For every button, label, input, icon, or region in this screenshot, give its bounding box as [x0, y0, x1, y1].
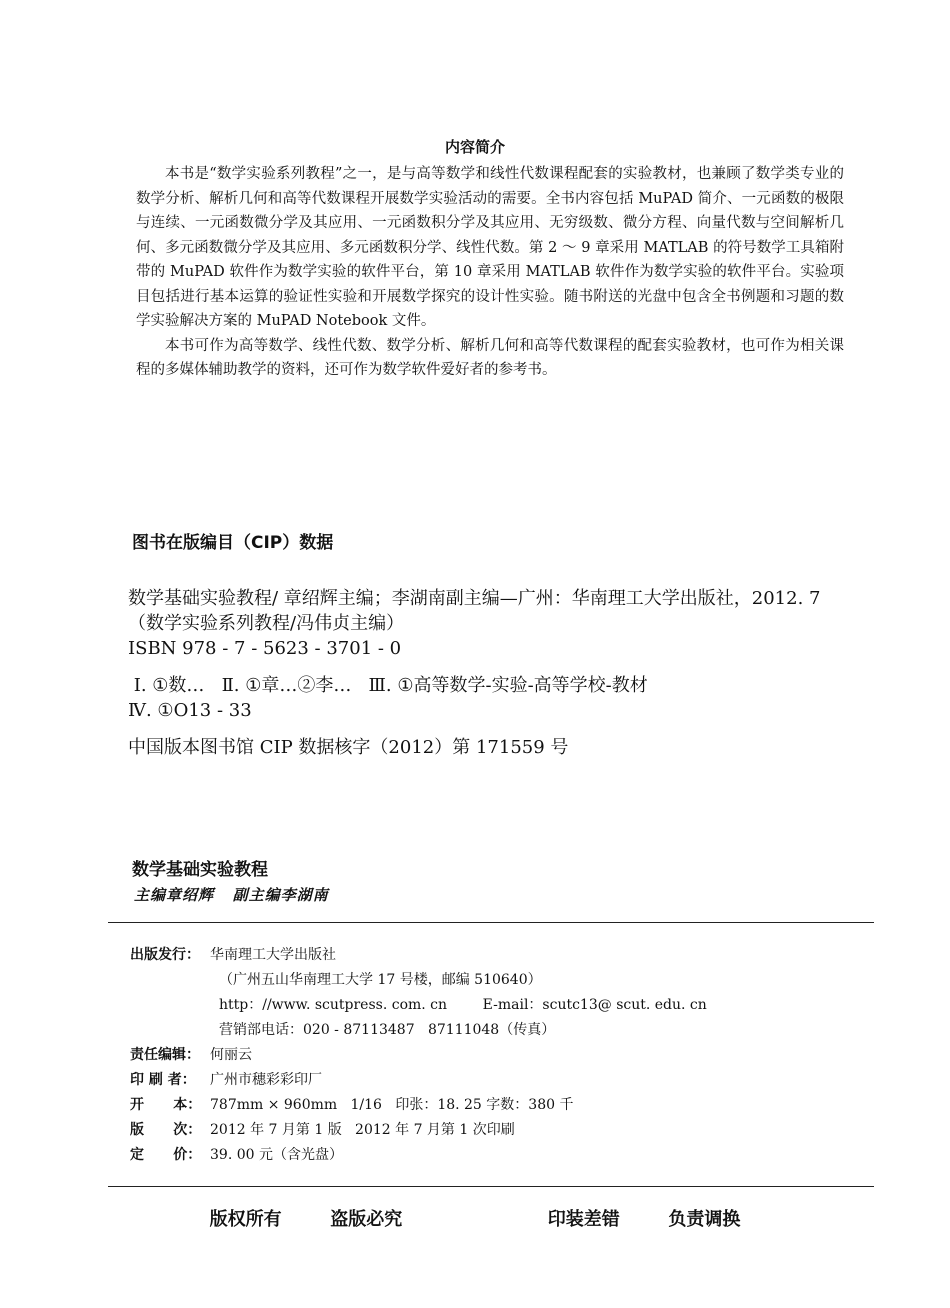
phone-row — [130, 1019, 850, 1044]
edition-label: 版 次： — [130, 1122, 202, 1138]
cip-subjects-line-2: Ⅳ. ①O13 - 33 — [128, 700, 252, 721]
edition-value: 2012 年 7 月第 1 版 2012 年 7 月第 1 次印刷 — [210, 1122, 515, 1138]
cip-heading: 图书在版编目（CIP）数据 — [132, 533, 334, 553]
summary-paragraph-2: 本书可作为高等数学、线性代数、数学分析、解析几何和高等代数课程的配套实验教材，也可作为相关课程的多媒体辅助教学的资料，还可作为数学软件爱好者的参考书。 — [136, 337, 844, 378]
cip-isbn: ISBN 978 - 7 - 5623 - 3701 - 0 — [128, 638, 402, 659]
summary-text — [136, 162, 844, 383]
price-row — [130, 1144, 850, 1169]
address-row — [130, 969, 850, 994]
printer-value: 广州市穗彩彩印厂 — [210, 1072, 322, 1088]
cip-subjects-line-1: Ⅰ. ①数… Ⅱ. ①章…②李… Ⅲ. ①高等数学-实验-高等学校-教材 — [128, 675, 648, 696]
format-row — [130, 1094, 850, 1119]
format-label: 开 本： — [130, 1097, 202, 1113]
web-row — [130, 994, 850, 1019]
cip-series: （数学实验系列教程/冯伟贞主编） — [128, 613, 405, 634]
publisher-web-email: http：//www. scutpress. com. cn E-mail：scutc13@ scut. edu. cn — [219, 997, 707, 1013]
book-editors: 主编章绍辉 副主编李湖南 — [134, 886, 329, 904]
top-divider — [108, 922, 874, 923]
book-title: 数学基础实验教程 — [132, 860, 268, 880]
publisher-value: 华南理工大学出版社 — [210, 947, 336, 963]
publisher-label: 出版发行： — [130, 947, 200, 963]
price-label: 定 价： — [130, 1147, 202, 1163]
price-value: 39. 00 元（含光盘） — [210, 1147, 343, 1163]
edition-row — [130, 1119, 850, 1144]
editor-value: 何丽云 — [210, 1047, 252, 1063]
publisher-phone: 营销部电话：020 - 87113487 87111048（传真） — [219, 1022, 556, 1038]
publisher-address: （广州五山华南理工大学 17 号楼，邮编 510640） — [219, 972, 542, 988]
summary-title: 内容简介 — [444, 138, 505, 156]
editor-row — [130, 1044, 850, 1069]
cip-record — [128, 586, 876, 760]
publisher-row — [130, 944, 850, 969]
editor-label: 责任编辑： — [130, 1047, 200, 1063]
bottom-divider — [108, 1186, 874, 1187]
summary-paragraph-1: 本书是“数学实验系列教程”之一，是与高等数学和线性代数课程配套的实验教材，也兼顾了数学类专业的数学分析、解析几何和高等代数课程开展数学实验活动的需要。全书内容包括 MuPAD 简介、一元函数的极限与连续、一元函数微分学及其应用、一元函数积分学及其应用、无穷级数、微分方程、向量代数与空间解析几何、多元函数微分学及其应用、多元函数积分学、线性代数。第 2 ～ 9 章采用 MATLAB 的符号数学工具箱附带的 MuPAD 软件作为数学实验的软件平台，第 10 章采用 MATLAB 软件作为数学实验的软件平台。实验项目包括进行基本运算的验证性实验和开展数学探究的设计性实验。随书附送的光盘中包含全书例题和习题的数学实验解决方案的 MuPAD Notebook 文件。 — [136, 166, 844, 329]
cip-approval-number: 中国版本图书馆 CIP 数据核字（2012）第 171559 号 — [128, 737, 569, 758]
publication-info — [130, 944, 850, 1169]
cip-entry: 数学基础实验教程/ 章绍辉主编；李湖南副主编—广州：华南理工大学出版社，2012. 7 — [128, 588, 821, 609]
printer-row — [130, 1069, 850, 1094]
printer-label: 印 刷 者： — [130, 1072, 196, 1088]
copyright-notice: 版权所有 盗版必究 印装差错 负责调换 — [209, 1209, 741, 1230]
format-value: 787mm × 960mm 1/16 印张：18. 25 字数：380 千 — [210, 1097, 574, 1113]
